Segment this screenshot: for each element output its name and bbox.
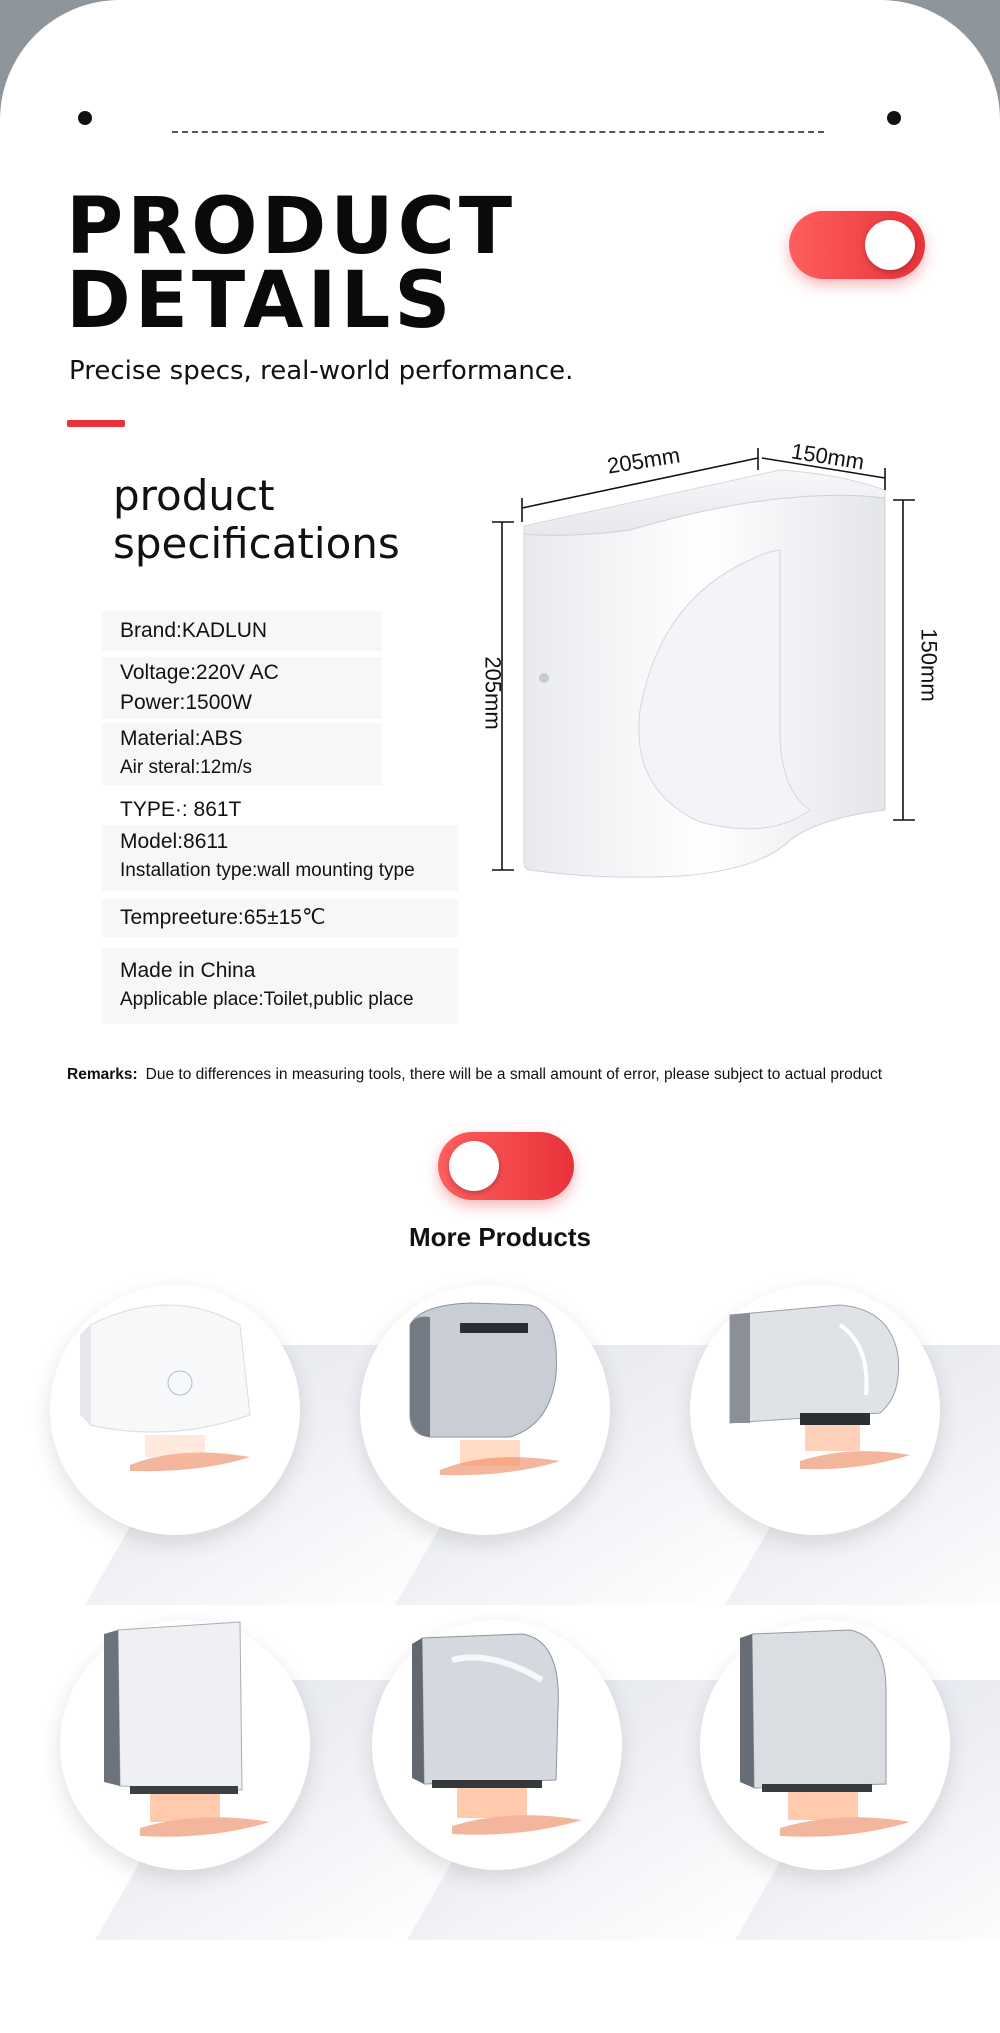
stainless-panel-hand-dryer-icon [700, 1600, 950, 1870]
dim-top-depth: 150mm [789, 438, 866, 475]
remarks-text: Due to differences in measuring tools, there will be a small amount of error, please subject to actual product [145, 1066, 883, 1083]
white-hand-dryer-icon [50, 1265, 300, 1535]
more-products-title: More Products [408, 1222, 592, 1252]
toggle-switch-top[interactable] [789, 211, 925, 279]
spec-applicable-text: Applicable place:Toilet,public place [120, 989, 414, 1010]
spec-origin [102, 948, 458, 1024]
specs-heading-line-2: specifications [113, 519, 400, 568]
product-card-6[interactable] [700, 1620, 950, 1870]
toggle-knob [449, 1141, 499, 1191]
spec-temperature-text: Tempreeture:65±15℃ [120, 906, 326, 929]
title-line-2: DETAILS [66, 256, 455, 346]
title-line-1: PRODUCT [66, 182, 517, 272]
specs-heading [113, 472, 400, 568]
spec-made-in-text: Made in China [120, 959, 256, 982]
spec-type [102, 792, 382, 828]
spec-model-text: Model:8611 [120, 830, 229, 853]
decor-dot-left [78, 111, 92, 125]
decor-dot-right [887, 111, 901, 125]
spec-material [102, 723, 382, 785]
silver-curved-hand-dryer-icon [372, 1600, 622, 1870]
spec-brand-text: Brand:KADLUN [120, 619, 268, 642]
toggle-switch-middle[interactable] [438, 1132, 574, 1200]
hand-dryer-dimension-icon [480, 430, 940, 900]
spec-temperature [102, 899, 458, 937]
product-card-2[interactable] [360, 1285, 610, 1535]
dim-top-width: 205mm [605, 442, 682, 479]
silver-round-hand-dryer-icon [360, 1265, 610, 1535]
dashed-divider [172, 131, 824, 133]
product-card-4[interactable] [60, 1620, 310, 1870]
spec-electrical [102, 657, 382, 719]
dim-right-height: 150mm [916, 628, 942, 702]
product-card-5[interactable] [372, 1620, 622, 1870]
product-card-3[interactable] [690, 1285, 940, 1535]
spec-material-text: Material:ABS [120, 727, 243, 750]
spec-voltage-text: Voltage:220V AC [120, 661, 279, 684]
tagline: Precise specs, real-world performance. [69, 356, 574, 386]
product-dimension-figure [480, 430, 940, 900]
toggle-knob [865, 220, 915, 270]
dim-left-height: 205mm [480, 656, 506, 730]
remarks-label: Remarks: [67, 1066, 138, 1083]
spec-power-text: Power:1500W [120, 691, 252, 714]
spec-air-text: Air steral:12m/s [120, 757, 252, 778]
spec-brand [102, 611, 382, 651]
remarks-note [67, 1066, 882, 1084]
product-card-1[interactable] [50, 1285, 300, 1535]
accent-bar [67, 420, 125, 427]
spec-type-text: TYPE·: 861T [120, 798, 242, 821]
specs-heading-line-1: product [113, 471, 275, 520]
chrome-hand-dryer-icon [690, 1265, 940, 1535]
page-title [66, 182, 517, 346]
spec-model [102, 825, 458, 891]
spec-installation-text: Installation type:wall mounting type [120, 860, 415, 881]
white-panel-hand-dryer-icon [60, 1600, 310, 1870]
